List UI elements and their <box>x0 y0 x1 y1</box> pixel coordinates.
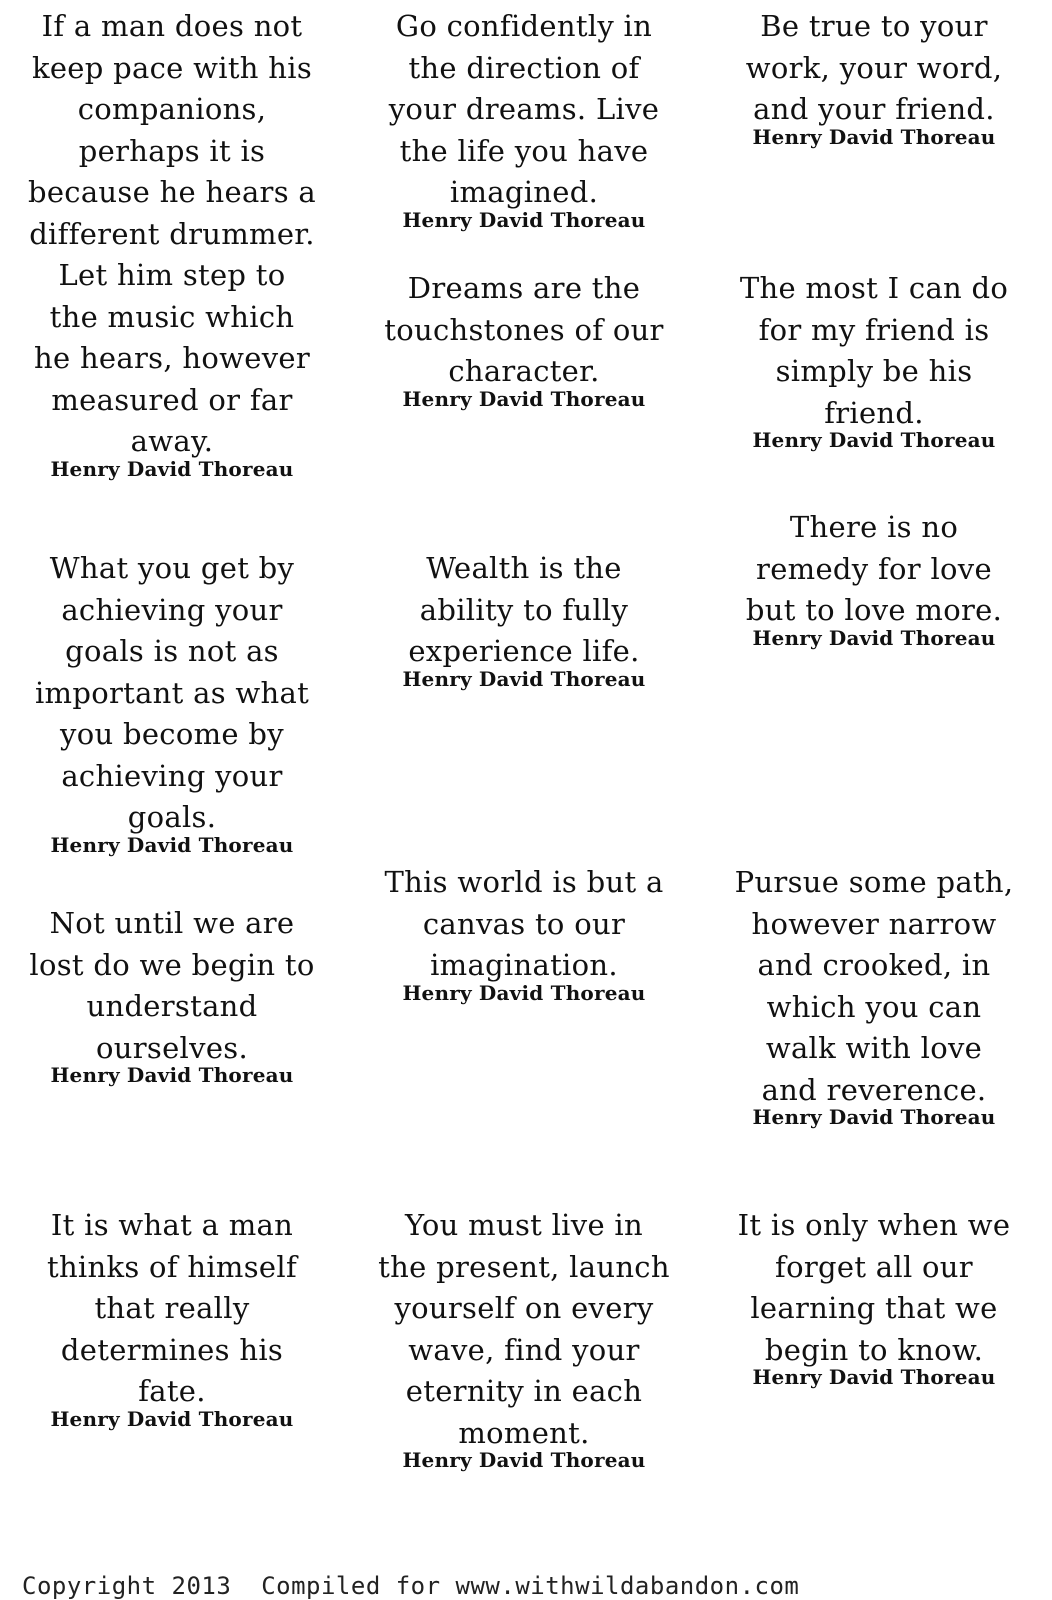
quote-card <box>356 862 692 1005</box>
quote-card <box>700 507 1048 650</box>
quote-author: Henry David Thoreau <box>402 386 646 411</box>
quote-card <box>356 1205 692 1472</box>
quote-card <box>700 6 1048 149</box>
quote-text: If a man does not keep pace with his companions, perhaps it is because he hears a different drummer. Let him step to the music which he hears, however measured or far away. <box>27 9 317 458</box>
quote-author: Henry David Thoreau <box>50 1406 294 1431</box>
quote-card <box>4 548 340 857</box>
copyright-footer: Copyright 2013 Compiled for www.withwildabandon.com <box>22 1572 800 1600</box>
quote-text: Pursue some path, however narrow and crooked, in which you can walk with love and reverence. <box>734 865 1014 1107</box>
quote-author: Henry David Thoreau <box>402 1448 646 1472</box>
quote-author: Henry David Thoreau <box>402 666 646 691</box>
quote-text: It is what a man thinks of himself that really determines his fate. <box>47 1208 297 1408</box>
quote-text: Dreams are the touchstones of our character. <box>384 271 664 388</box>
quote-author: Henry David Thoreau <box>752 625 996 650</box>
quote-text: Not until we are lost do we begin to understand ourselves. <box>29 906 315 1065</box>
quote-card <box>4 6 340 481</box>
quote-card <box>700 1205 1048 1389</box>
quote-author: Henry David Thoreau <box>402 207 646 232</box>
quote-text: Wealth is the ability to fully experience life. <box>408 551 640 668</box>
quote-text: There is no remedy for love but to love more. <box>745 510 1003 627</box>
quote-card <box>356 548 692 691</box>
quote-author: Henry David Thoreau <box>50 1063 294 1087</box>
quote-author: Henry David Thoreau <box>752 1365 996 1389</box>
quote-text: You must live in the present, launch yourself on every wave, find your eternity in each moment. <box>378 1208 670 1450</box>
quote-card <box>4 1205 340 1431</box>
quote-author: Henry David Thoreau <box>752 1105 996 1129</box>
quote-text: It is only when we forget all our learning that we begin to know. <box>737 1208 1011 1367</box>
quote-author: Henry David Thoreau <box>50 456 294 481</box>
quote-card <box>700 862 1048 1129</box>
quote-card <box>356 6 692 232</box>
quote-text: Go confidently in the direction of your dreams. Live the life you have imagined. <box>388 9 660 209</box>
quote-card <box>700 268 1048 452</box>
quote-card <box>356 268 692 411</box>
quote-author: Henry David Thoreau <box>50 832 294 857</box>
quote-author: Henry David Thoreau <box>752 124 996 149</box>
quote-author: Henry David Thoreau <box>402 980 646 1005</box>
quote-author: Henry David Thoreau <box>752 428 996 452</box>
quote-text: What you get by achieving your goals is not as important as what you become by achieving your goals. <box>34 551 310 834</box>
quote-text: This world is but a canvas to our imagination. <box>384 865 664 982</box>
quote-text: The most I can do for my friend is simply be his friend. <box>739 271 1009 430</box>
quote-card <box>4 903 340 1087</box>
quote-text: Be true to your work, your word, and your friend. <box>745 9 1003 126</box>
